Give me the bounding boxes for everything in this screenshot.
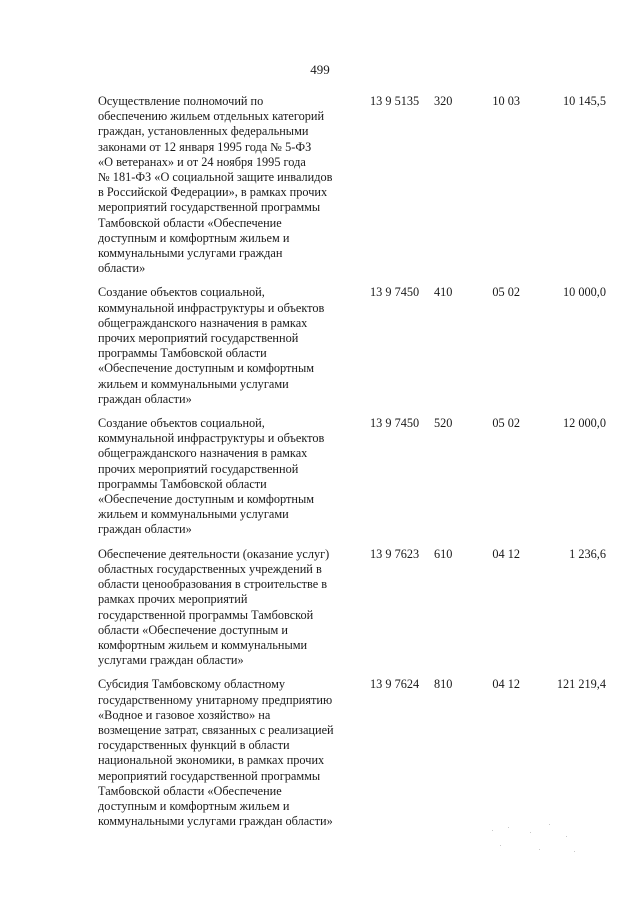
table-row [98,285,606,407]
row-target-article-code: 13 9 5135 [370,94,420,108]
row-target-article-code: 13 9 7450 [370,285,420,300]
row-expense-type-code: 320 [434,94,453,108]
table-row [98,416,606,538]
row-target-article-code: 13 9 7623 [370,546,420,561]
row-section-code: 10 03 [492,94,520,108]
row-amount: 121 219,4 [556,677,606,692]
row-section-code: 04 12 [492,677,520,692]
row-description: Осуществление полномочий по обеспечению жильем отдельных категорий граждан, установленных федеральными законами от 12 января 1995 года № 5-ФЗ «О ветеранах» и от 24 ноября 1995 года № 181-ФЗ «О социальной защите инвалидов в Российской Федерации», в рамках прочих мероприятий государственной программы Тамбовской области «Обеспечение доступным и комфортным жильем и коммунальными услугами граждан области» [98,94,333,276]
row-expense-type-code: 810 [434,677,453,692]
row-expense-type-code: 610 [434,546,453,561]
row-description: Обеспечение деятельности (оказание услуг) областных государственных учреждений в области ценообразования в строительстве в рамках прочих мероприятий государственной программы Тамбовской области «Обеспечение доступным и комфортным жильем и коммунальными услугами граждан области» [98,546,330,668]
row-expense-type-code: 520 [434,416,453,431]
row-target-article-code: 13 9 7450 [370,416,420,431]
table-row [98,677,606,829]
row-section-code: 05 02 [492,416,520,431]
row-expense-type-code: 410 [434,285,453,300]
row-description: Создание объектов социальной, коммунальной инфраструктуры и объектов общегражданского назначения в рамках прочих мероприятий государственной программы Тамбовской области «Обеспечение доступным и комфортным жильем и коммунальными услугами граждан области» [98,285,325,406]
page-number: 499 [310,62,330,77]
scan-artifacts [478,818,588,858]
row-target-article-code: 13 9 7624 [370,677,420,692]
row-amount: 10 145,5 [562,94,606,108]
table-row [98,94,606,276]
row-description: Субсидия Тамбовскому областному государственному унитарному предприятию «Водное и газовое хозяйство» на возмещение затрат, связанных с реализацией государственных функций в области национальной экономики, в рамках прочих мероприятий государственной программы Тамбовской области «Обеспечение доступным и комфортным жильем и коммунальными услугами граждан области» [98,677,334,829]
table-row [98,547,606,669]
row-amount: 1 236,6 [569,546,606,561]
budget-table [98,94,606,838]
row-description: Создание объектов социальной, коммунальной инфраструктуры и объектов общегражданского назначения в рамках прочих мероприятий государственной программы Тамбовской области «Обеспечение доступным и комфортным жильем и коммунальными услугами граждан области» [98,416,325,537]
row-section-code: 04 12 [492,546,520,561]
row-amount: 12 000,0 [562,416,606,431]
row-amount: 10 000,0 [562,285,606,300]
row-section-code: 05 02 [492,285,520,300]
